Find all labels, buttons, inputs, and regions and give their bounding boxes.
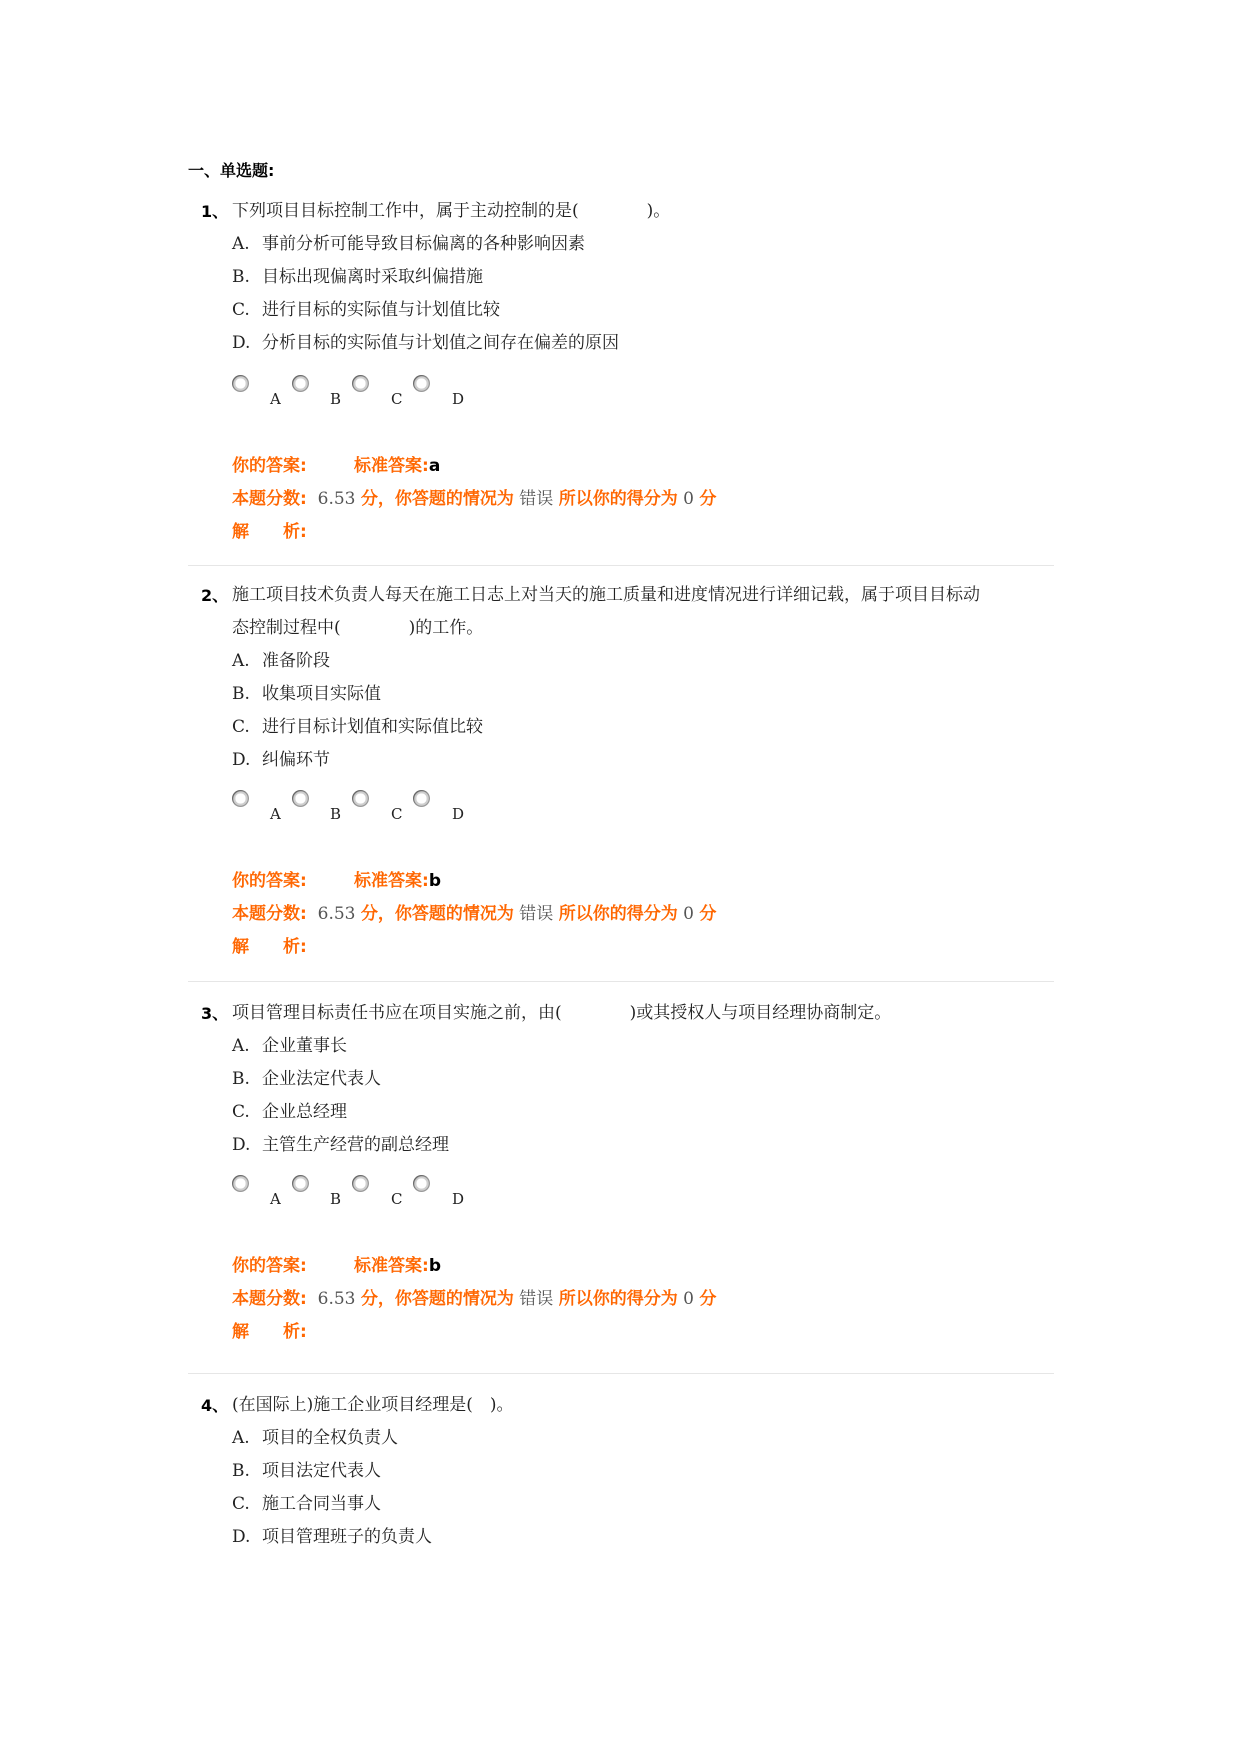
option-b bbox=[232, 261, 619, 294]
answer-status: 错误 bbox=[519, 1289, 554, 1309]
radio-label-c: C bbox=[391, 805, 403, 823]
option-text: 项目的全权负责人 bbox=[262, 1428, 398, 1448]
standard-answer-value: a bbox=[428, 456, 441, 476]
section-title: 一、单选题: bbox=[188, 161, 275, 180]
option-list bbox=[232, 1030, 449, 1162]
option-text: 企业董事长 bbox=[262, 1036, 347, 1056]
standard-answer bbox=[354, 1250, 441, 1283]
radio-a[interactable] bbox=[232, 375, 249, 392]
score-unit: 分，你答题的情况为 bbox=[360, 1289, 514, 1309]
option-b bbox=[232, 1455, 432, 1488]
earned-unit: 分 bbox=[699, 904, 717, 924]
option-text: 项目法定代表人 bbox=[262, 1461, 381, 1481]
option-text: 进行目标计划值和实际值比较 bbox=[262, 717, 483, 737]
radio-label-d: D bbox=[452, 805, 465, 823]
radio-label-a: A bbox=[270, 390, 281, 408]
answer-line bbox=[232, 1250, 716, 1283]
option-b bbox=[232, 678, 483, 711]
standard-answer-label: 标准答案: bbox=[354, 1256, 429, 1276]
option-text: 准备阶段 bbox=[262, 651, 330, 671]
analysis-line bbox=[232, 1316, 716, 1349]
option-letter: B. bbox=[232, 684, 250, 704]
option-text: 项目管理班子的负责人 bbox=[262, 1527, 432, 1547]
question-divider bbox=[188, 981, 1054, 982]
answer-line bbox=[232, 865, 716, 898]
result-block bbox=[232, 865, 716, 964]
score-line bbox=[232, 1283, 716, 1316]
question-stem-line: 施工项目技术负责人每天在施工日志上对当天的施工质量和进度情况进行详细记载，属于项目目标动 bbox=[232, 585, 980, 605]
earned-value: 0 bbox=[683, 904, 694, 924]
earned-unit: 分 bbox=[699, 1289, 717, 1309]
question-stem bbox=[232, 195, 1054, 228]
standard-answer bbox=[354, 450, 440, 483]
standard-answer-value: b bbox=[428, 1256, 441, 1276]
option-d bbox=[232, 744, 483, 777]
radio-d[interactable] bbox=[413, 375, 430, 392]
radio-label-d: D bbox=[452, 390, 465, 408]
answer-status: 错误 bbox=[519, 489, 554, 509]
option-letter: D. bbox=[232, 1135, 251, 1155]
option-list bbox=[232, 228, 619, 360]
option-text: 企业法定代表人 bbox=[262, 1069, 381, 1089]
radio-b[interactable] bbox=[292, 1175, 309, 1192]
radio-b[interactable] bbox=[292, 790, 309, 807]
option-c bbox=[232, 1488, 432, 1521]
option-d bbox=[232, 327, 619, 360]
radio-b[interactable] bbox=[292, 375, 309, 392]
score-unit: 分，你答题的情况为 bbox=[360, 489, 514, 509]
radio-label-a: A bbox=[270, 805, 281, 823]
result-block bbox=[232, 1250, 716, 1349]
question-number: 1、 bbox=[201, 202, 229, 221]
question-stem bbox=[232, 997, 1054, 1030]
option-c bbox=[232, 294, 619, 327]
option-letter: D. bbox=[232, 333, 251, 353]
your-answer-label: 你的答案: bbox=[232, 456, 307, 476]
analysis-line bbox=[232, 931, 716, 964]
earned-value: 0 bbox=[683, 489, 694, 509]
your-answer-label: 你的答案: bbox=[232, 871, 307, 891]
answer-status: 错误 bbox=[519, 904, 554, 924]
analysis-line bbox=[232, 516, 716, 549]
option-letter: C. bbox=[232, 300, 250, 320]
earned-label: 所以你的得分为 bbox=[558, 1289, 678, 1309]
question-stem-line: 态控制过程中( )的工作。 bbox=[232, 618, 484, 638]
radio-label-c: C bbox=[391, 390, 403, 408]
radio-c[interactable] bbox=[352, 1175, 369, 1192]
your-answer-label: 你的答案: bbox=[232, 1256, 307, 1276]
answer-line bbox=[232, 450, 716, 483]
question-stem bbox=[232, 1389, 1054, 1422]
score-line bbox=[232, 898, 716, 931]
earned-label: 所以你的得分为 bbox=[558, 489, 678, 509]
option-letter: B. bbox=[232, 1069, 250, 1089]
answer-radio-group bbox=[232, 1175, 532, 1215]
option-letter: A. bbox=[232, 651, 250, 671]
option-text: 进行目标的实际值与计划值比较 bbox=[262, 300, 500, 320]
standard-answer-value: b bbox=[428, 871, 441, 891]
option-list bbox=[232, 1422, 432, 1554]
analysis-label: 解 析: bbox=[232, 522, 307, 542]
score-label: 本题分数: bbox=[232, 1289, 307, 1309]
radio-c[interactable] bbox=[352, 375, 369, 392]
radio-label-b: B bbox=[330, 805, 342, 823]
option-d bbox=[232, 1521, 432, 1554]
option-a bbox=[232, 1422, 432, 1455]
option-d bbox=[232, 1129, 449, 1162]
option-letter: A. bbox=[232, 1036, 250, 1056]
standard-answer bbox=[354, 865, 441, 898]
radio-c[interactable] bbox=[352, 790, 369, 807]
option-letter: A. bbox=[232, 1428, 250, 1448]
radio-a[interactable] bbox=[232, 790, 249, 807]
option-c bbox=[232, 711, 483, 744]
option-text: 目标出现偏离时采取纠偏措施 bbox=[262, 267, 483, 287]
option-a bbox=[232, 645, 483, 678]
radio-d[interactable] bbox=[413, 790, 430, 807]
question-divider bbox=[188, 1373, 1054, 1374]
question-stem-line: 项目管理目标责任书应在项目实施之前，由( )或其授权人与项目经理协商制定。 bbox=[232, 1003, 892, 1023]
option-list bbox=[232, 645, 483, 777]
radio-label-c: C bbox=[391, 1190, 403, 1208]
radio-label-b: B bbox=[330, 1190, 342, 1208]
radio-a[interactable] bbox=[232, 1175, 249, 1192]
analysis-label: 解 析: bbox=[232, 937, 307, 957]
option-letter: D. bbox=[232, 750, 251, 770]
option-text: 分析目标的实际值与计划值之间存在偏差的原因 bbox=[262, 333, 619, 353]
option-letter: C. bbox=[232, 717, 250, 737]
answer-radio-group bbox=[232, 790, 532, 830]
score-label: 本题分数: bbox=[232, 489, 307, 509]
score-label: 本题分数: bbox=[232, 904, 307, 924]
analysis-label: 解 析: bbox=[232, 1322, 307, 1342]
question-number: 4、 bbox=[201, 1396, 229, 1415]
radio-label-a: A bbox=[270, 1190, 281, 1208]
score-value: 6.53 bbox=[317, 489, 356, 509]
option-letter: A. bbox=[232, 234, 250, 254]
option-letter: D. bbox=[232, 1527, 251, 1547]
score-unit: 分，你答题的情况为 bbox=[360, 904, 514, 924]
question-stem-line: 下列项目目标控制工作中，属于主动控制的是( )。 bbox=[232, 201, 671, 221]
radio-d[interactable] bbox=[413, 1175, 430, 1192]
question-number: 3、 bbox=[201, 1004, 229, 1023]
option-text: 纠偏环节 bbox=[262, 750, 330, 770]
option-letter: B. bbox=[232, 1461, 250, 1481]
earned-unit: 分 bbox=[699, 489, 717, 509]
option-letter: C. bbox=[232, 1102, 250, 1122]
earned-label: 所以你的得分为 bbox=[558, 904, 678, 924]
question-divider bbox=[188, 565, 1054, 566]
question-stem bbox=[232, 579, 1054, 645]
answer-radio-group bbox=[232, 375, 532, 415]
option-b bbox=[232, 1063, 449, 1096]
option-text: 收集项目实际值 bbox=[262, 684, 381, 704]
standard-answer-label: 标准答案: bbox=[354, 871, 429, 891]
radio-label-b: B bbox=[330, 390, 342, 408]
question-stem-line: (在国际上)施工企业项目经理是( )。 bbox=[232, 1395, 514, 1415]
standard-answer-label: 标准答案: bbox=[354, 456, 429, 476]
option-text: 施工合同当事人 bbox=[262, 1494, 381, 1514]
result-block bbox=[232, 450, 716, 549]
option-text: 事前分析可能导致目标偏离的各种影响因素 bbox=[262, 234, 585, 254]
option-text: 主管生产经营的副总经理 bbox=[262, 1135, 449, 1155]
option-a bbox=[232, 1030, 449, 1063]
earned-value: 0 bbox=[683, 1289, 694, 1309]
option-letter: C. bbox=[232, 1494, 250, 1514]
option-text: 企业总经理 bbox=[262, 1102, 347, 1122]
radio-label-d: D bbox=[452, 1190, 465, 1208]
option-c bbox=[232, 1096, 449, 1129]
question-number: 2、 bbox=[201, 586, 229, 605]
score-value: 6.53 bbox=[317, 1289, 356, 1309]
option-a bbox=[232, 228, 619, 261]
option-letter: B. bbox=[232, 267, 250, 287]
score-value: 6.53 bbox=[317, 904, 356, 924]
score-line bbox=[232, 483, 716, 516]
